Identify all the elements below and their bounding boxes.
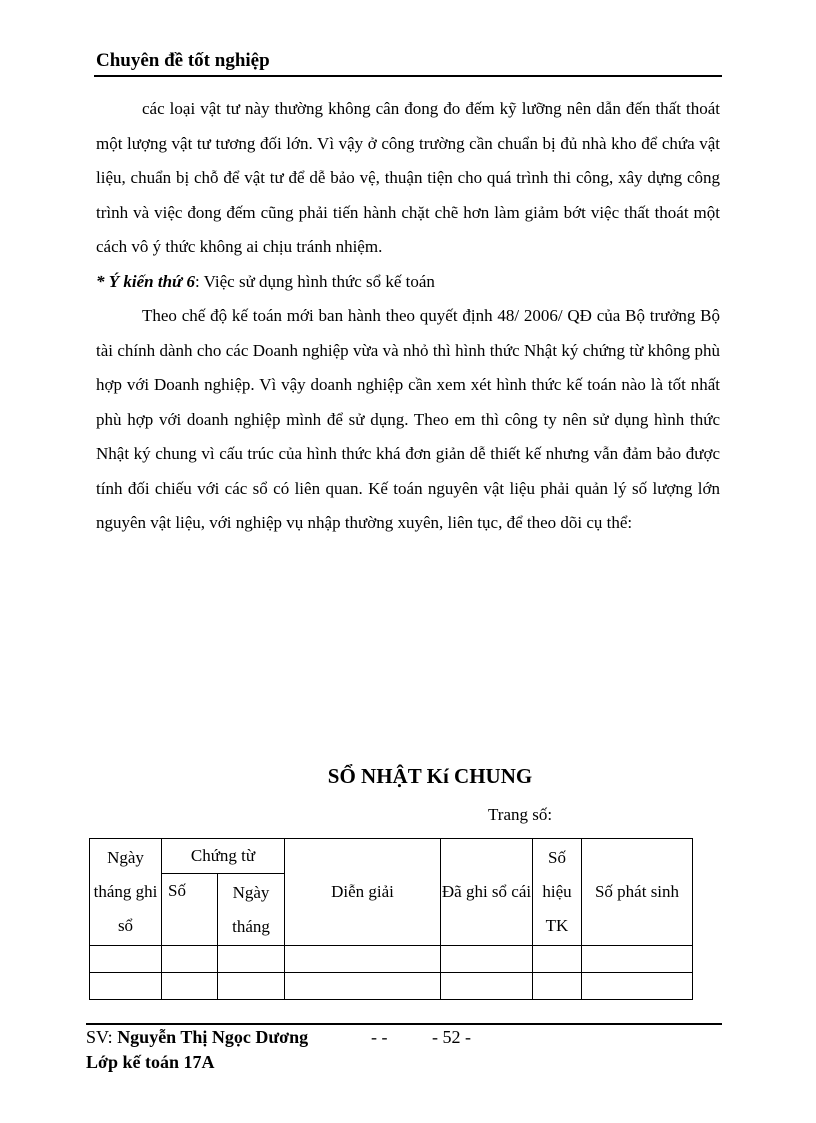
header-ngay-thang: Ngày tháng	[218, 874, 285, 946]
header-da-ghi-so-cai: Đã ghi sổ cái	[441, 839, 533, 946]
table-row	[90, 946, 693, 973]
note-label: * Ý kiến thứ 6	[96, 271, 195, 291]
table-cell	[90, 946, 162, 973]
header-so-phat-sinh: Số phát sinh	[582, 839, 693, 946]
table-title: SỔ NHẬT Kí CHUNG	[327, 764, 533, 788]
table-row	[90, 973, 693, 1000]
table-cell	[285, 973, 441, 1000]
table-cell	[90, 973, 162, 1000]
header-dien-giai: Diễn giải	[285, 839, 441, 946]
table-cell	[218, 946, 285, 973]
note-text: : Việc sử dụng hình thức sổ kế toán	[194, 271, 435, 291]
footer-sv-label: SV:	[86, 1027, 118, 1047]
header-title: Chuyên đề tốt nghiệp	[96, 50, 270, 71]
header-so-hieu-tk: Số hiệu TK	[533, 839, 582, 946]
note-line	[96, 265, 720, 300]
footer-class-name: Lớp kế toán 17A	[86, 1052, 215, 1072]
header-rule	[94, 75, 722, 77]
table-cell	[162, 946, 218, 973]
table-cell	[441, 973, 533, 1000]
header-ngay-thang-ghi-so: Ngày tháng ghi sổ	[90, 839, 162, 946]
header-chung-tu: Chứng từ	[162, 839, 285, 874]
table-cell	[162, 973, 218, 1000]
header-so: Số	[162, 874, 218, 946]
table-cell	[285, 946, 441, 973]
footer-dashes: - -	[371, 1027, 388, 1047]
table-cell	[441, 946, 533, 973]
footer-student	[86, 1027, 308, 1048]
table-cell	[582, 973, 693, 1000]
table-cell	[533, 946, 582, 973]
page-number-label: Trang số:	[488, 805, 553, 824]
paragraph-1: các loại vật tư này thường không cân đong đo đếm kỹ lưỡng nên dẫn đến thất thoát một lượng vật tư tương đối lớn. Vì vậy ở công trường cần chuẩn bị đủ nhà kho để chứa vật liệu, chuẩn bị chỗ để vật tư để dễ bảo vệ, thuận tiện cho quá trình thi công, xây dựng công trình và việc đong đếm cũng phải tiến hành chặt chẽ hơn làm giảm bớt việc thất thoát một cách vô ý thức không ai chịu tránh nhiệm.	[96, 99, 720, 256]
table-cell	[218, 973, 285, 1000]
footer-rule	[86, 1023, 722, 1025]
body-text	[96, 92, 720, 541]
journal-table	[89, 838, 693, 1000]
footer-page-number: - 52 -	[432, 1027, 471, 1047]
footer-student-name: Nguyễn Thị Ngọc Dương	[117, 1027, 309, 1047]
paragraph-2: Theo chế độ kế toán mới ban hành theo quyết định 48/ 2006/ QĐ của Bộ trưởng Bộ tài chính dành cho các Doanh nghiệp vừa và nhỏ thì hình thức Nhật ký chứng từ không phù hợp với Doanh nghiệp. Vì vậy doanh nghiệp cần xem xét hình thức kế toán nào là tốt nhất phù hợp với doanh nghiệp mình để sử dụng. Theo em thì công ty nên sử dụng hình thức Nhật ký chung vì cấu trúc của hình thức khá đơn giản dễ thiết kế nhưng vẫn đảm bảo được tính đối chiếu với các sổ có liên quan. Kế toán nguyên vật liệu phải quản lý số lượng lớn nguyên vật liệu, với nghiệp vụ nhập thường xuyên, liên tục, để theo dõi cụ thể:	[96, 306, 720, 532]
table-cell	[582, 946, 693, 973]
table-cell	[533, 973, 582, 1000]
